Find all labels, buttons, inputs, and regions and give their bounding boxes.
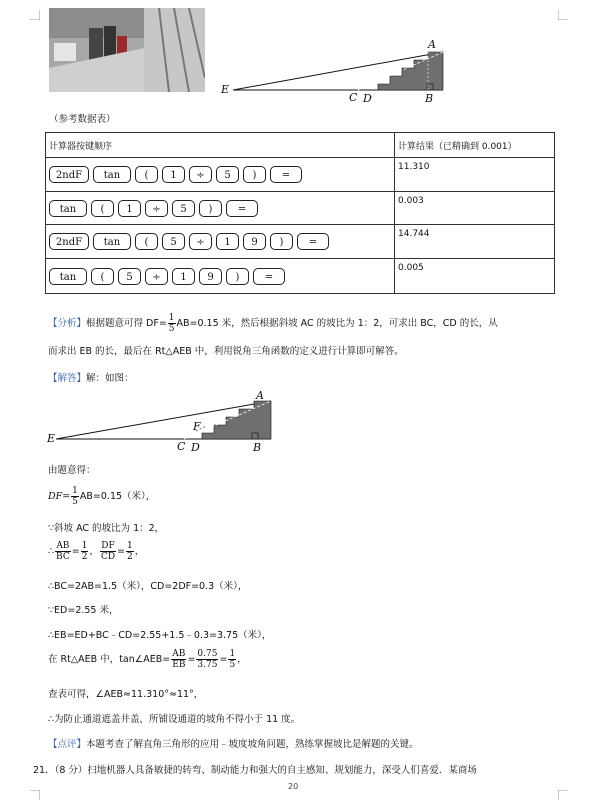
solution-line-5: ∴BC=2AB=1.5（米），CD=2DF=0.3（米）， — [48, 581, 248, 592]
label-F-bottom: F — [193, 420, 201, 433]
fraction: $\frac{AB}{EB}$ — [172, 649, 186, 670]
solution-line-2: DF= $\frac{1}{5}$ AB=0.15（米）， — [48, 486, 156, 507]
key-close-paren: ) — [243, 166, 266, 183]
label-E-top: E — [221, 83, 230, 96]
fraction: $\frac{1}{5}$ — [229, 649, 236, 670]
key-digit: 9 — [199, 268, 222, 285]
key-digit: 1 — [172, 268, 195, 285]
key-digit: 1 — [216, 233, 239, 250]
answer-tag: 【解答】 — [48, 373, 87, 384]
key-sequence — [46, 259, 395, 294]
calculator-table — [45, 132, 555, 294]
key-digit: 1 — [162, 166, 185, 183]
key-tan: tan — [93, 233, 131, 250]
key-divide: ÷ — [145, 200, 168, 217]
key-sequence — [46, 225, 395, 259]
key-2ndf: 2ndF — [49, 233, 89, 250]
table-row — [46, 259, 555, 294]
label-D-top: D — [363, 92, 372, 105]
page-number: 20 — [288, 782, 299, 791]
fraction: $\frac{1}{2}$ — [81, 541, 88, 562]
analysis-tag: 【分析】 — [48, 318, 87, 329]
key-digit: 1 — [118, 200, 141, 217]
solution-line-6: ∵ED=2.55 米， — [48, 605, 119, 616]
answer-text: 解：如图： — [86, 373, 134, 384]
label-B-top: B — [425, 92, 434, 105]
key-digit: 5 — [162, 233, 185, 250]
solution-line-8: 在 Rt△AEB 中，tan∠AEB= $\frac{AB}{EB}$ = $\frac{0.75}{3.75}$ = $\frac{1}{5}$ ， — [48, 649, 247, 670]
slope-diagram-top — [218, 38, 453, 104]
stairs-photo — [49, 8, 205, 92]
header-result: 计算结果（已精确到 0.001） — [395, 133, 555, 158]
key-tan: tan — [93, 166, 131, 183]
fraction: $\frac{1}{2}$ — [127, 541, 133, 562]
analysis-text-a: 根据题意可得 DF= — [86, 318, 167, 329]
key-open-paren: ( — [91, 200, 114, 217]
solution-line-9: 查表可得，∠AEB≈11.310°≈11°， — [48, 689, 204, 700]
header-key-sequence: 计算器按键顺序 — [46, 133, 395, 158]
corner-mark-bottom-left — [30, 790, 40, 800]
comment-tag: 【点评】 — [48, 739, 87, 750]
fraction: $\frac{0.75}{3.75}$ — [197, 649, 218, 670]
key-close-paren: ) — [226, 268, 249, 285]
key-close-paren: ) — [199, 200, 222, 217]
reference-label: （参考数据表） — [49, 114, 116, 125]
analysis-text-b: AB=0.15 米，然后根据斜坡 AC 的坡比为 1：2，可求出 BC，CD 的长，从 — [176, 318, 498, 329]
key-open-paren: ( — [135, 166, 158, 183]
solution-line-1: 由题意得： — [48, 465, 96, 476]
key-close-paren: ) — [270, 233, 293, 250]
key-digit: 5 — [118, 268, 141, 285]
key-open-paren: ( — [91, 268, 114, 285]
solution-line-4: ∴ $\frac{AB}{BC}$ = $\frac{1}{2}$ ， $\frac{DF}{CD}$ = $\frac{1}{2}$ ， — [48, 541, 145, 562]
corner-mark-top-left — [30, 10, 40, 20]
slope-diagram-bottom — [46, 393, 276, 453]
result-value: 11.310 — [395, 158, 555, 192]
table-row — [46, 192, 555, 225]
key-open-paren: ( — [135, 233, 158, 250]
key-divide: ÷ — [189, 233, 212, 250]
corner-mark-bottom-right — [558, 790, 568, 800]
key-2ndf: 2ndF — [49, 166, 89, 183]
key-digit: 5 — [216, 166, 239, 183]
key-equals: = — [253, 268, 285, 285]
analysis-line-1 — [48, 313, 498, 334]
corner-mark-top-right — [558, 10, 568, 20]
label-A-bottom: A — [256, 389, 264, 402]
key-digit: 5 — [172, 200, 195, 217]
result-value: 0.005 — [395, 259, 555, 294]
label-C-top: C — [349, 91, 358, 104]
fraction: $\frac{AB}{BC}$ — [56, 541, 70, 562]
analysis-line-2: 而求出 EB 的长，最后在 Rt△AEB 中，利用锐角三角函数的定义进行计算即可解答。 — [48, 346, 404, 357]
result-value: 0.003 — [395, 192, 555, 225]
fraction: $\frac{1}{5}$ — [168, 313, 175, 334]
key-divide: ÷ — [189, 166, 212, 183]
next-question: 21．（8 分）扫地机器人具备敏捷的转弯、制动能力和强大的自主感知、规划能力，深受人们喜爱．某商场 — [33, 765, 477, 776]
key-equals: = — [226, 200, 258, 217]
answer-line — [48, 370, 134, 384]
comment-text: 本题考查了解直角三角形的应用﹣坡度坡角问题，熟练掌握坡比是解题的关键。 — [86, 739, 419, 750]
fraction: $\frac{1}{5}$ — [72, 486, 78, 507]
key-divide: ÷ — [145, 268, 168, 285]
label-D-bottom: D — [191, 441, 200, 454]
key-digit: 9 — [243, 233, 266, 250]
solution-line-7: ∴EB=ED+BC﹣CD=2.55+1.5﹣0.3=3.75（米）， — [48, 630, 272, 641]
table-row — [46, 158, 555, 192]
key-sequence — [46, 158, 395, 192]
key-tan: tan — [49, 268, 87, 285]
key-equals: = — [270, 166, 302, 183]
table-row — [46, 225, 555, 259]
solution-line-10: ∴为防止通道遮盖井盖，所铺设通道的坡角不得小于 11 度。 — [48, 714, 301, 725]
key-sequence — [46, 192, 395, 225]
key-equals: = — [297, 233, 329, 250]
label-B-bottom: B — [253, 441, 262, 454]
comment-line — [48, 736, 419, 750]
label-A-top: A — [428, 38, 436, 51]
label-E-bottom: E — [47, 432, 56, 445]
result-value: 14.744 — [395, 225, 555, 259]
solution-line-3: ∵斜坡 AC 的坡比为 1：2， — [48, 523, 165, 534]
key-tan: tan — [49, 200, 87, 217]
fraction: $\frac{DF}{CD}$ — [100, 541, 116, 562]
label-C-bottom: C — [177, 440, 186, 453]
